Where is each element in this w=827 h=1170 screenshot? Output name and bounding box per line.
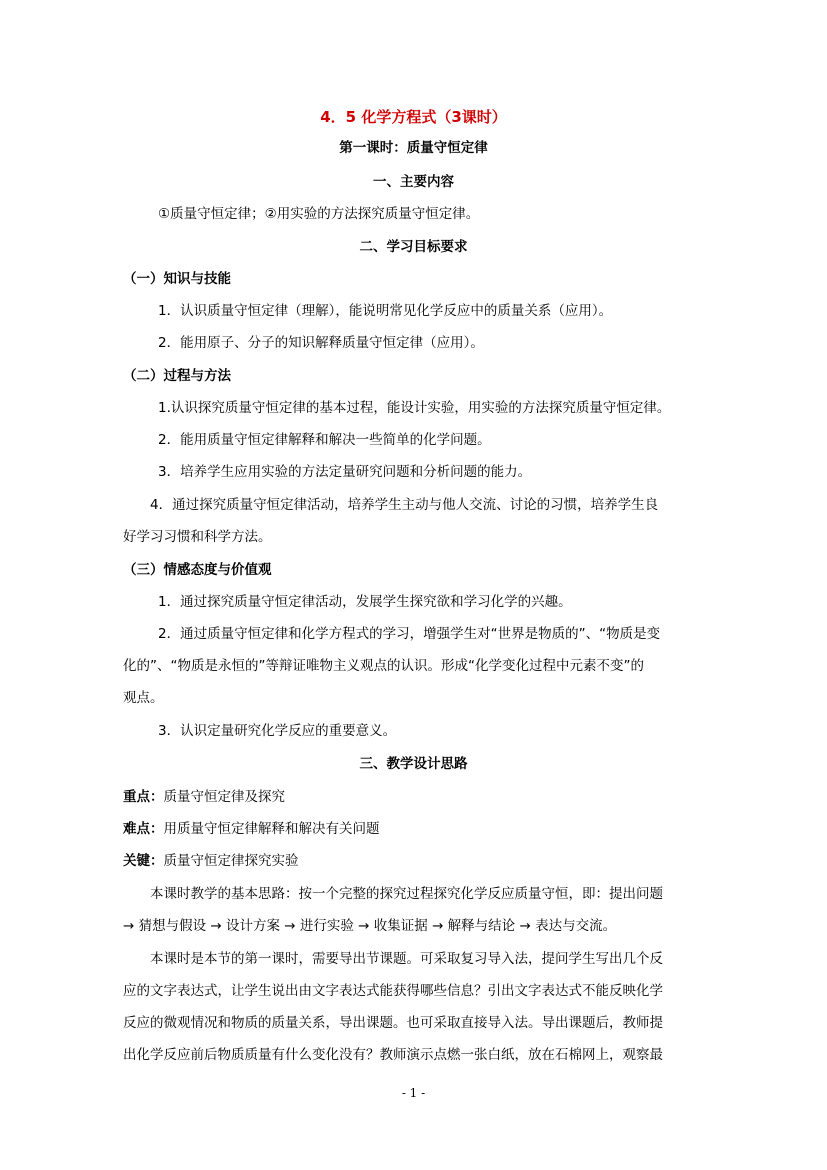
document-title: 4．5 化学方程式（3课时） <box>320 108 507 126</box>
list-item: 2．能用原子、分子的知识解释质量守恒定律（应用）。 <box>158 335 484 351</box>
paragraph-line: 出化学反应前后物质质量有什么变化没有？教师演示点燃一张白纸，放在石棉网上，观察最 <box>123 1047 663 1063</box>
list-item: 2．能用质量守恒定律解释和解决一些简单的化学问题。 <box>158 432 491 448</box>
key-point-row <box>123 788 285 806</box>
key-point-text: 用质量守恒定律解释和解决有关问题 <box>163 821 380 837</box>
paragraph-line: 反应的微观情况和物质的质量关系，导出课题。也可采取直接导入法。导出课题后，教师提 <box>123 1015 663 1031</box>
list-item-continuation: 化的”、“物质是永恒的”等辩证唯物主义观点的认识。形成“化学变化过程中元素不变”的 <box>123 658 644 674</box>
list-item: 3．认识定量研究化学反应的重要意义。 <box>158 723 397 739</box>
main-content-paragraph: ①质量守恒定律；②用实验的方法探究质量守恒定律。 <box>158 206 480 222</box>
key-point-label: 难点： <box>123 821 164 837</box>
key-point-label: 重点： <box>123 789 164 805</box>
key-point-label: 关键： <box>123 853 164 869</box>
key-point-row <box>123 852 299 870</box>
section-heading-learning-goals: 二、学习目标要求 <box>359 239 468 255</box>
list-item: 1.认识探究质量守恒定律的基本过程，能设计实验，用实验的方法探究质量守恒定律。 <box>158 400 671 416</box>
paragraph-line: 本课时教学的基本思路：按一个完整的探究过程探究化学反应质量守恒，即：提出问题 <box>150 886 663 902</box>
document-subtitle: 第一课时：质量守恒定律 <box>339 140 488 156</box>
key-point-text: 质量守恒定律探究实验 <box>163 853 299 869</box>
subheading-knowledge-skills: （一）知识与技能 <box>123 271 231 287</box>
list-item: 1．通过探究质量守恒定律活动，发展学生探究欲和学习化学的兴趣。 <box>158 594 572 610</box>
list-item: 3．培养学生应用实验的方法定量研究问题和分析问题的能力。 <box>158 464 532 480</box>
list-item-continuation: 好学习习惯和科学方法。 <box>123 529 272 545</box>
paragraph-line: 应的文字表达式，让学生说出由文字表达式能获得哪些信息？引出文字表达式不能反映化学 <box>123 983 663 999</box>
page-number: - 1 - <box>401 1086 426 1100</box>
section-heading-design-approach: 三、教学设计思路 <box>359 756 468 772</box>
list-item-continuation: 观点。 <box>123 690 164 706</box>
subheading-attitudes-values: （三）情感态度与价值观 <box>123 562 272 578</box>
list-item: 2．通过质量守恒定律和化学方程式的学习，增强学生对“世界是物质的”、“物质是变 <box>158 626 661 642</box>
paragraph-line: → 猜想与假设 → 设计方案 → 进行实验 → 收集证据 → 解释与结论 → 表达与交流。 <box>123 918 617 934</box>
subheading-process-methods: （二）过程与方法 <box>123 368 231 384</box>
section-heading-main-content: 一、主要内容 <box>373 174 454 190</box>
paragraph-line: 本课时是本节的第一课时，需要导出节课题。可采取复习导入法，提问学生写出几个反 <box>150 951 663 967</box>
key-point-row <box>123 820 380 838</box>
key-point-text: 质量守恒定律及探究 <box>163 789 285 805</box>
list-item: 4．通过探究质量守恒定律活动，培养学生主动与他人交流、讨论的习惯，培养学生良 <box>150 497 659 513</box>
list-item: 1．认识质量守恒定律（理解），能说明常见化学反应中的质量关系（应用）。 <box>158 303 613 319</box>
